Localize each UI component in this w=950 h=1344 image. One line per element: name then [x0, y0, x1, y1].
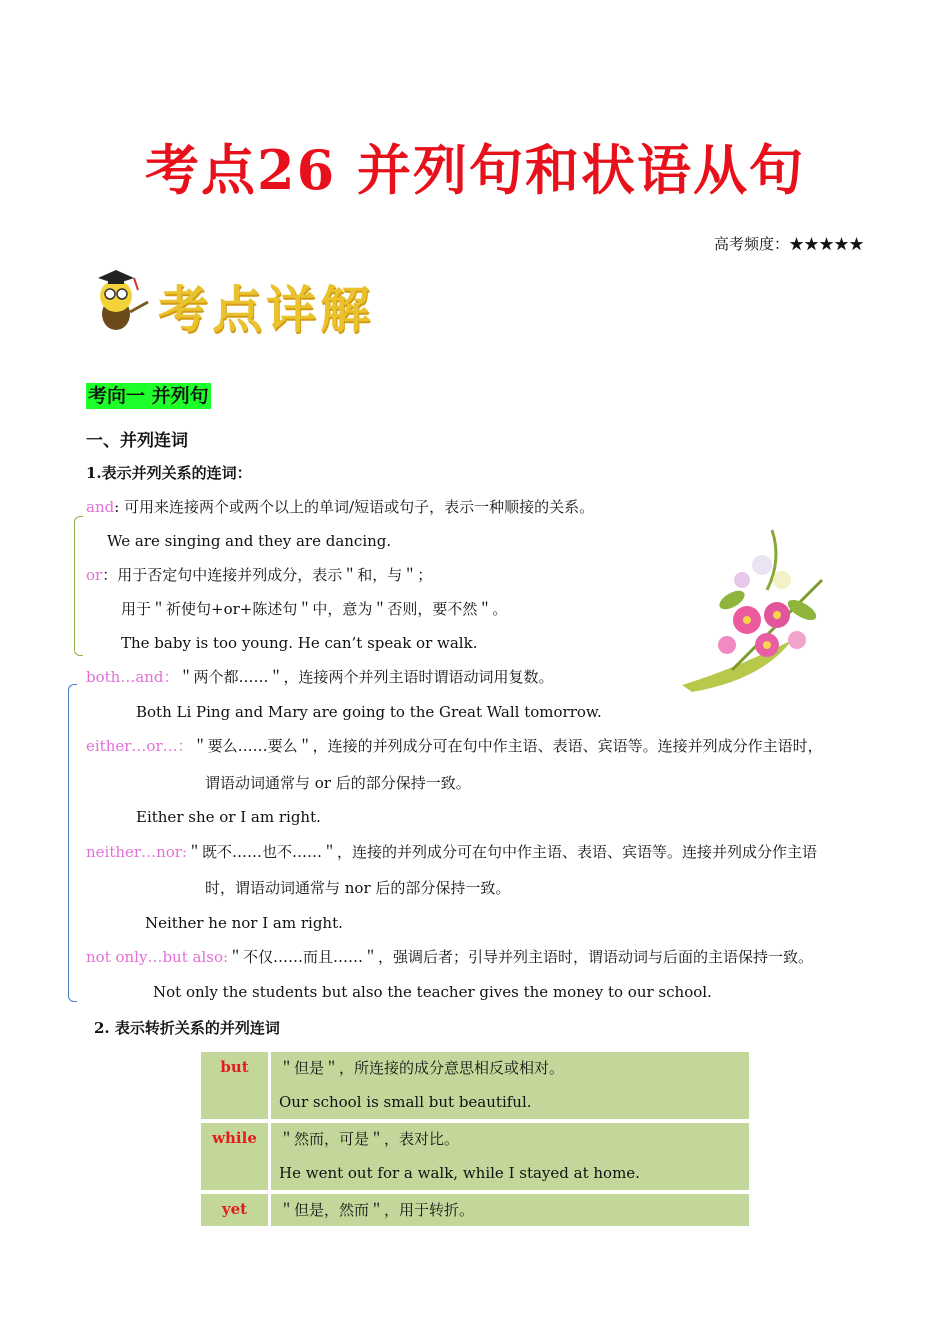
example-either: Either she or I am right. — [136, 808, 321, 826]
example-and: We are singing and they are dancing. — [107, 532, 392, 550]
desc-either-2: 谓语动词通常与 or 后的部分保持一致。 — [205, 774, 471, 792]
section-highlight: 考向一 并列句 — [88, 385, 209, 407]
entry-not-only — [86, 947, 813, 967]
entry-both — [86, 667, 554, 687]
bracket-blue — [68, 684, 77, 1002]
table-row — [201, 1123, 749, 1190]
entry-and — [86, 497, 594, 517]
example-or: The baby is too young. He can’t speak or walk. — [121, 634, 478, 652]
keyword-both: both…and： — [86, 668, 179, 686]
bracket-green — [74, 516, 83, 656]
desc-and: : 可用来连接两个或两个以上的单词/短语或句子，表示一种顺接的关系。 — [114, 498, 595, 516]
entry-or — [86, 565, 432, 585]
entry-either — [86, 736, 823, 756]
flower-bouquet-image — [672, 520, 842, 700]
keyword-not-only: not only…but also: — [86, 948, 229, 966]
entry-neither — [86, 842, 817, 862]
example-neither: Neither he nor I am right. — [145, 914, 343, 932]
section-banner: 考点详解 — [158, 280, 374, 339]
table-row — [201, 1194, 749, 1226]
table-description — [271, 1052, 749, 1119]
desc-both: ＂两个都……＂，连接两个并列主语时谓语动词用复数。 — [178, 668, 554, 686]
desc-either: ＂要么……要么＂，连接的并列成分可在句中作主语、表语、宾语等。连接并列成分作主语时， — [192, 737, 823, 755]
desc-neither: ＂既不……也不……＂，连接的并列成分可在句中作主语、表语、宾语等。连接并列成分作主语 — [187, 843, 818, 861]
table-description — [271, 1123, 749, 1190]
keyword-and: and — [86, 498, 115, 516]
heading-adversative: 2. 表示转折关系的并列连词 — [94, 1019, 280, 1037]
table-meaning: ＂但是＂，所连接的成分意思相反或相对。 — [279, 1059, 565, 1077]
table-keyword: while — [201, 1123, 271, 1190]
table-example: Our school is small but beautiful. — [279, 1093, 532, 1111]
table-example: He went out for a walk, while I stayed at home. — [279, 1164, 640, 1182]
table-meaning: ＂但是，然而＂，用于转折。 — [279, 1201, 475, 1219]
keyword-neither: neither…nor: — [86, 843, 187, 861]
table-keyword: but — [201, 1052, 271, 1119]
table-row — [201, 1052, 749, 1119]
heading-conjunctions: 一、并列连词 — [86, 431, 188, 451]
desc-not-only: ＂不仅……而且……＂，强调后者；引导并列主语时，谓语动词与后面的主语保持一致。 — [228, 948, 814, 966]
page-title: 考点26 并列句和状语从句 — [145, 138, 805, 202]
heading-coordinating: 1.表示并列关系的连词： — [86, 464, 252, 482]
example-both: Both Li Ping and Mary are going to the Great Wall tomorrow. — [136, 703, 602, 721]
frequency-rating: 高考频度：★★★★★ — [713, 235, 864, 253]
table-keyword: yet — [201, 1194, 271, 1226]
desc-or: ：用于否定句中连接并列成分，表示＂和，与＂； — [102, 566, 433, 584]
desc-or-2: 用于＂祈使句+or+陈述句＂中，意为＂否则，要不然＂。 — [121, 600, 508, 618]
table-meaning: ＂然而，可是＂，表对比。 — [279, 1130, 460, 1148]
example-not-only: Not only the students but also the teacher gives the money to our school. — [153, 983, 712, 1001]
keyword-either: either…or…： — [86, 737, 193, 755]
keyword-or: or — [86, 566, 103, 584]
table-description — [271, 1194, 749, 1226]
adversative-conjunction-table — [201, 1048, 749, 1230]
desc-neither-2: 时，谓语动词通常与 nor 后的部分保持一致。 — [205, 879, 511, 897]
